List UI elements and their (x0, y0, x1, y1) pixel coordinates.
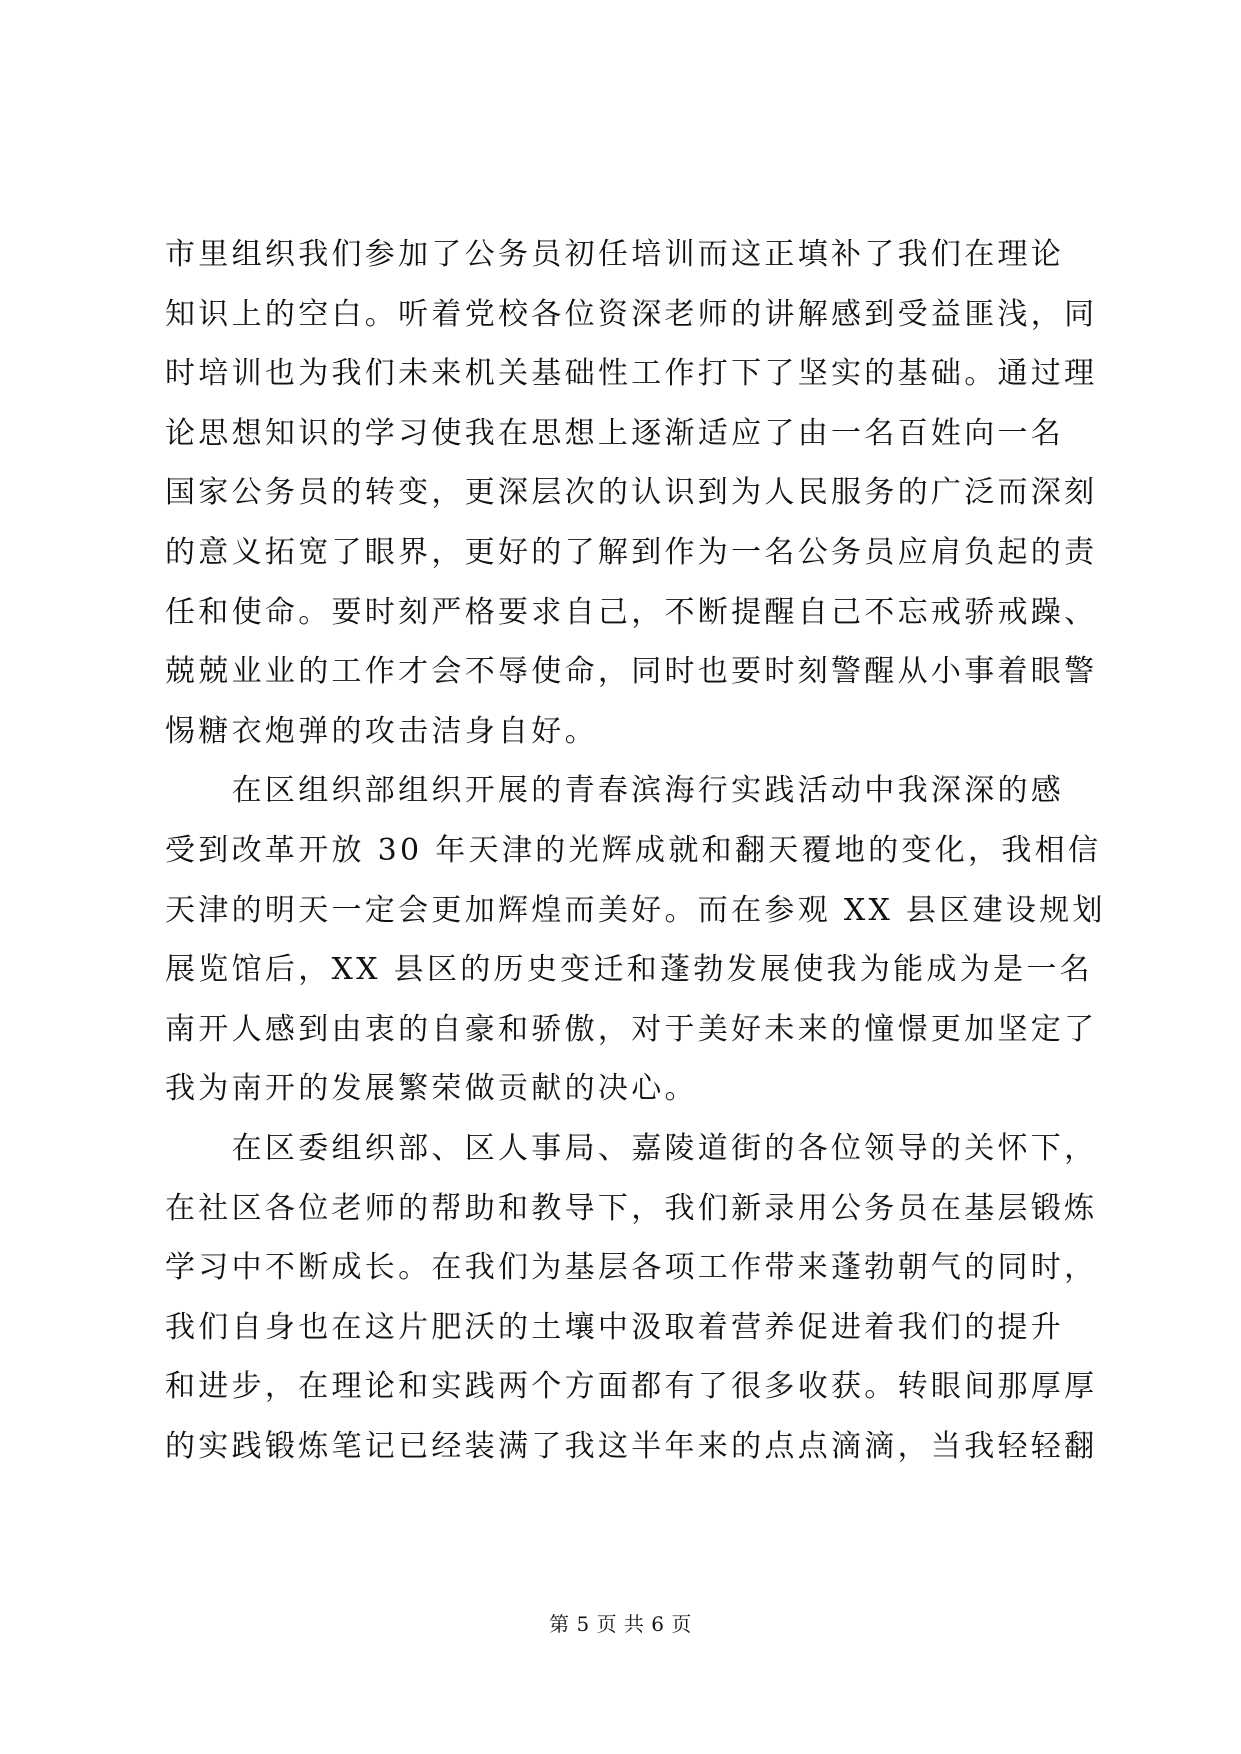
text-line: 天津的明天一定会更加辉煌而美好。而在参观 XX 县区建设规划 (165, 892, 1106, 928)
text-line: 我们自身也在这片肥沃的土壤中汲取着营养促进着我们的提升 (165, 1309, 1065, 1345)
text-line: 的实践锻炼笔记已经装满了我这半年来的点点滴滴，当我轻轻翻 (165, 1428, 1098, 1464)
text-line: 我为南开的发展繁荣做贡献的决心。 (165, 1071, 698, 1107)
text-line: 展览馆后，XX 县区的历史变迁和蓬勃发展使我为能成为是一名 (165, 952, 1093, 988)
text-line: 受到改革开放 30 年天津的光辉成就和翻天覆地的变化，我相信 (165, 832, 1102, 868)
page-footer: 第 5 页 共 6 页 (549, 1612, 692, 1636)
text-line: 市里组织我们参加了公务员初任培训而这正填补了我们在理论 (165, 237, 1065, 272)
text-line: 和进步，在理论和实践两个方面都有了很多收获。转眼间那厚厚 (165, 1369, 1098, 1405)
text-line: 南开人感到由衷的自豪和骄傲，对于美好未来的憧憬更加坚定了 (165, 1011, 1098, 1047)
text-line: 在区组织部组织开展的青春滨海行实践活动中我深深的感 (165, 773, 1065, 809)
text-line: 论思想知识的学习使我在思想上逐渐适应了由一名百姓向一名 (165, 415, 1065, 451)
text-line: 在区委组织部、区人事局、嘉陵道街的各位领导的关怀下， (165, 1130, 1098, 1166)
text-line: 知识上的空白。听着党校各位资深老师的讲解感到受益匪浅，同 (165, 296, 1098, 332)
text-line: 时培训也为我们未来机关基础性工作打下了坚实的基础。通过理 (165, 356, 1098, 392)
text-line: 兢兢业业的工作才会不辱使命，同时也要时刻警醒从小事着眼警 (165, 654, 1098, 690)
text-line: 国家公务员的转变，更深层次的认识到为人民服务的广泛而深刻 (165, 475, 1098, 511)
text-line: 惕糖衣炮弹的攻击洁身自好。 (165, 713, 598, 749)
text-line: 在社区各位老师的帮助和教导下，我们新录用公务员在基层锻炼 (165, 1190, 1098, 1226)
text-line: 的意义拓宽了眼界，更好的了解到作为一名公务员应肩负起的责 (165, 534, 1098, 570)
document-body (165, 225, 1106, 1476)
text-line: 任和使命。要时刻严格要求自己，不断提醒自己不忘戒骄戒躁、 (165, 594, 1098, 630)
text-line: 学习中不断成长。在我们为基层各项工作带来蓬勃朝气的同时， (165, 1250, 1098, 1286)
